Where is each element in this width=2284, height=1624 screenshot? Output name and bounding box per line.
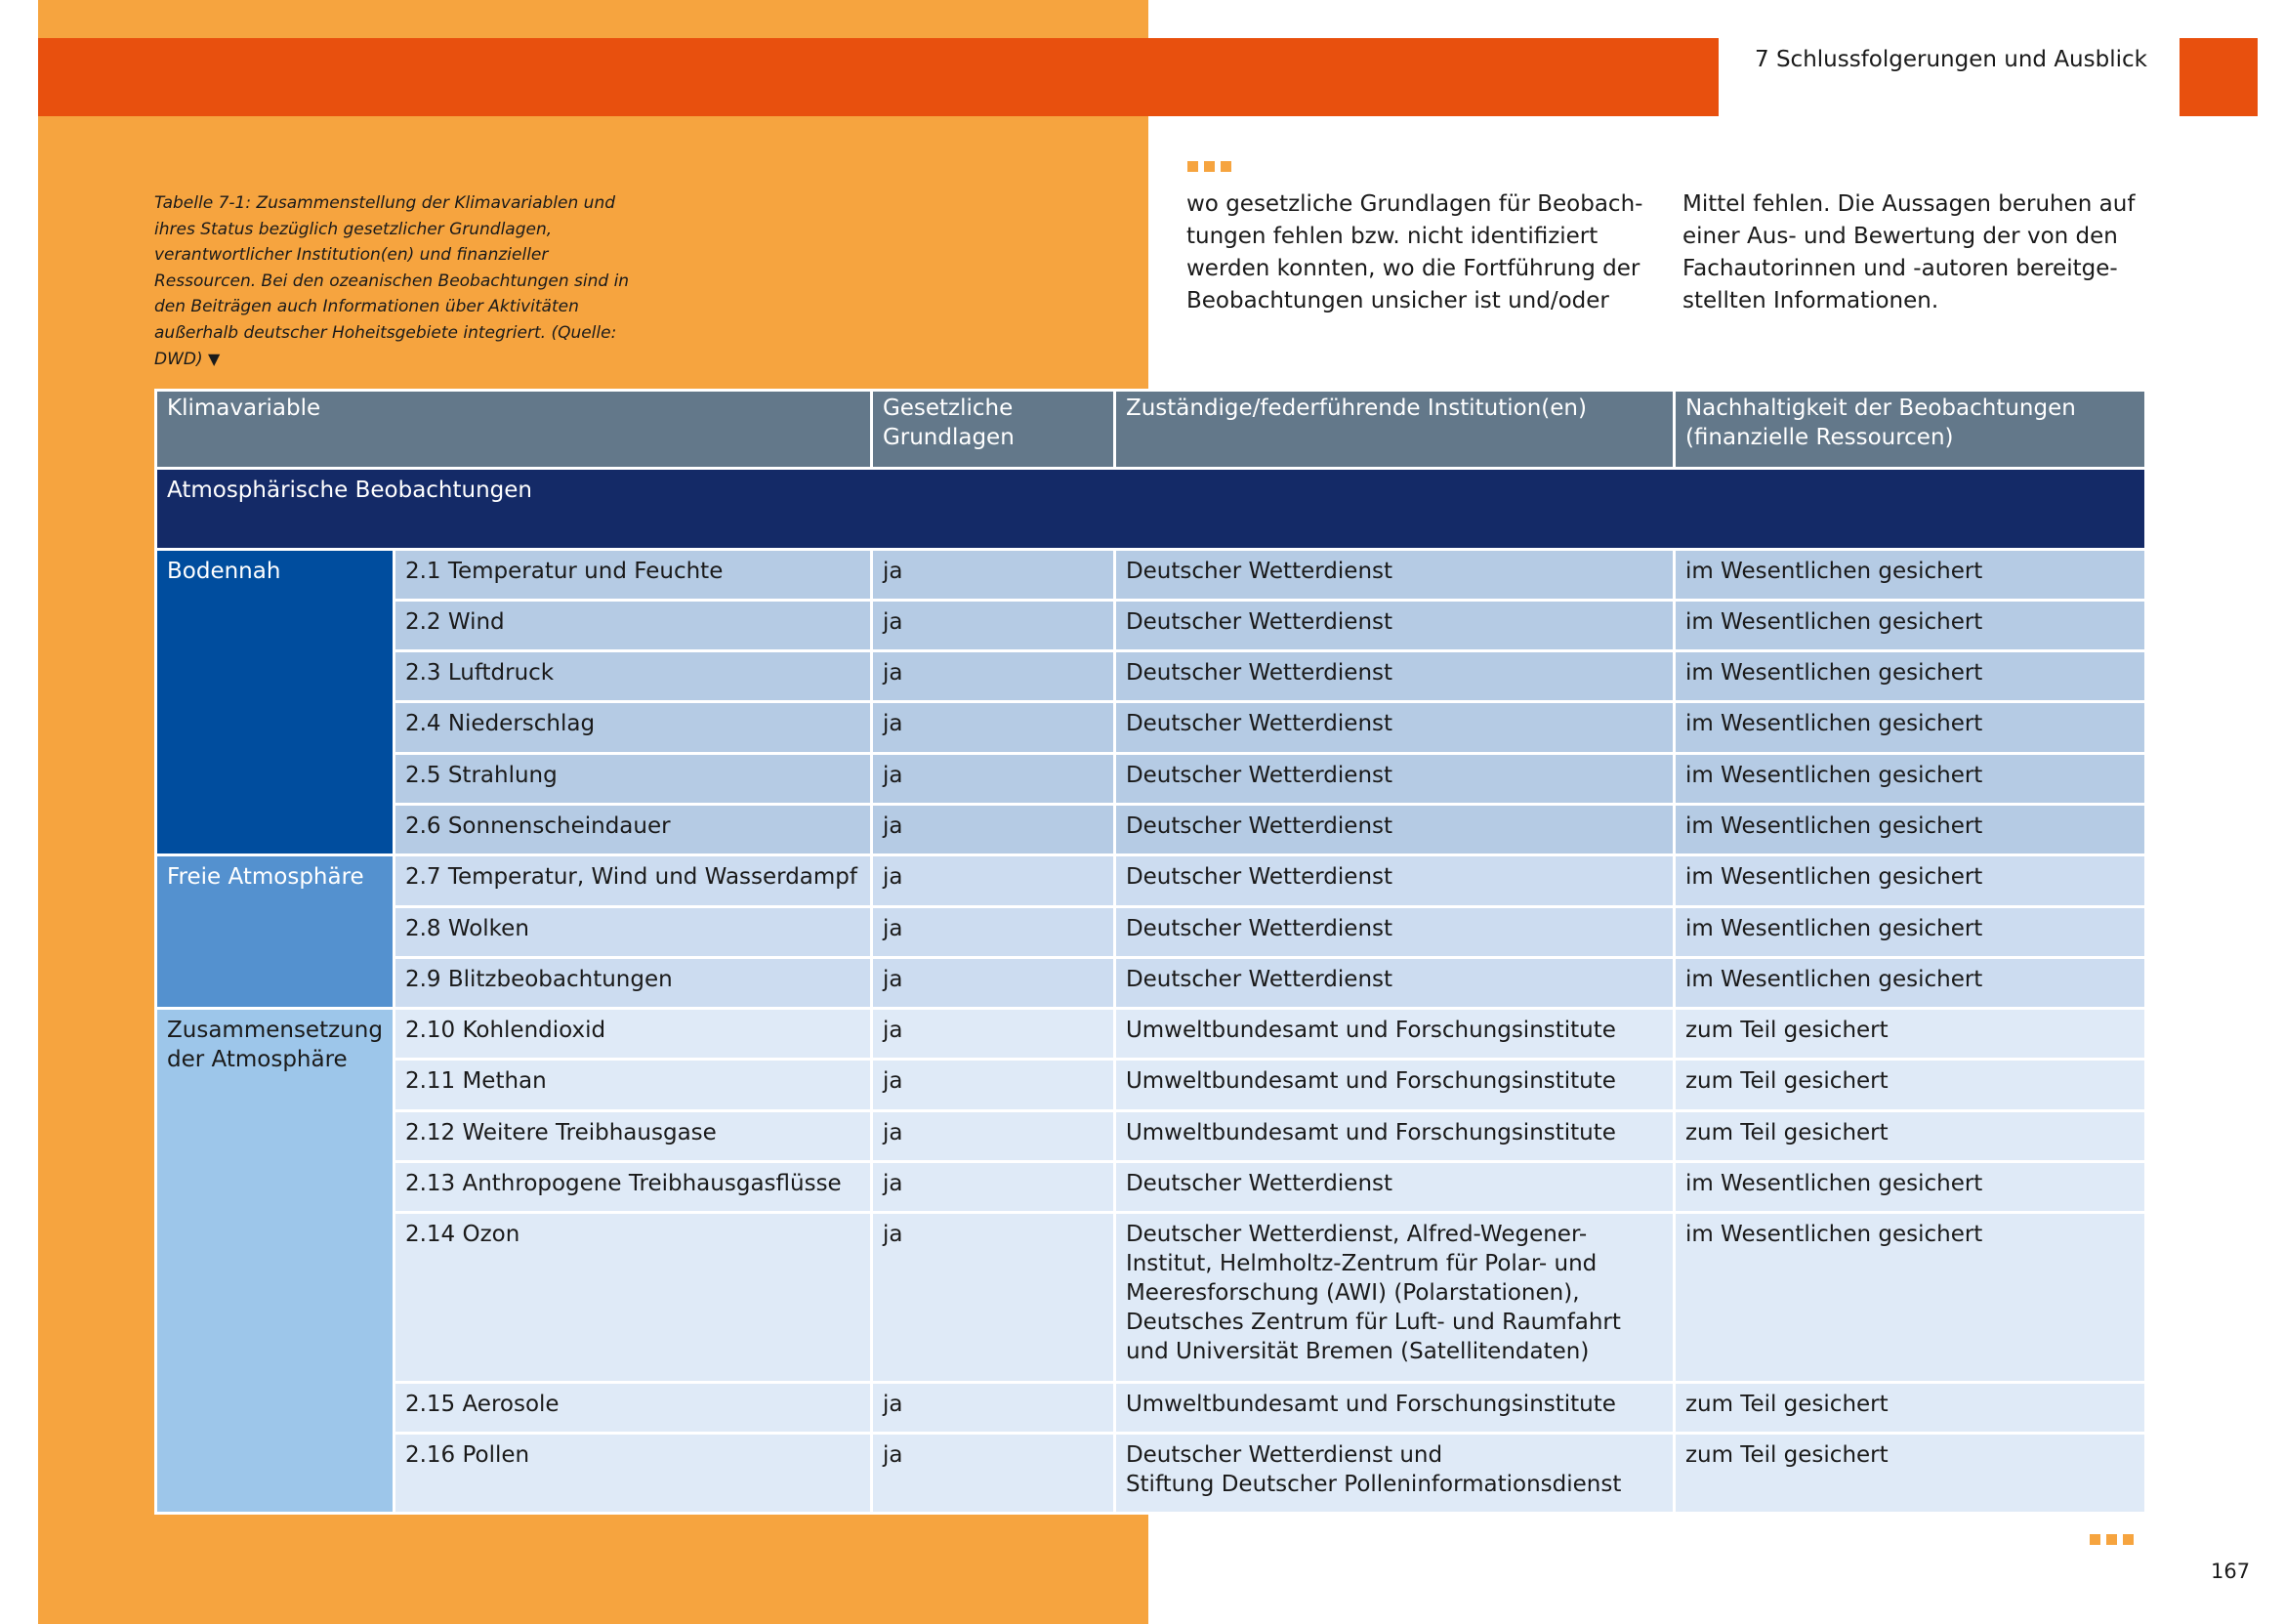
cell-variable: 2.10 Kohlendioxid [394, 1009, 871, 1060]
cell-status: im Wesentlichen gesichert [1674, 601, 2145, 651]
cell-legal: ja [871, 1009, 1114, 1060]
body-line: stellten Informationen. [1682, 288, 1939, 313]
cell-legal: ja [871, 805, 1114, 855]
cell-status: im Wesentlichen gesichert [1674, 702, 2145, 754]
cell-status: zum Teil gesichert [1674, 1434, 2145, 1514]
cell-legal: ja [871, 702, 1114, 754]
cell-variable: 2.15 Aerosole [394, 1383, 871, 1434]
cell-legal: ja [871, 1434, 1114, 1514]
table-body [156, 469, 2146, 1514]
cell-legal: ja [871, 754, 1114, 805]
cell-institution: Deutscher Wetterdienst [1114, 550, 1674, 601]
header-sustainability: Nachhaltigkeit der Beobachtungen (finanzielle Ressourcen) [1674, 391, 2145, 469]
cell-institution: Deutscher Wetterdienst [1114, 651, 1674, 702]
page-number: 167 [2211, 1560, 2251, 1583]
continuation-dots-icon [1187, 161, 1231, 172]
table-row [156, 1162, 2146, 1213]
cell-status: im Wesentlichen gesichert [1674, 651, 2145, 702]
cell-variable: 2.6 Sonnenscheindauer [394, 805, 871, 855]
cell-variable: 2.12 Weitere Treibhausgase [394, 1111, 871, 1162]
cell-legal: ja [871, 958, 1114, 1009]
climate-variables-table [154, 389, 2147, 1515]
header-institution: Zuständige/federführende Institution(en) [1114, 391, 1674, 469]
cell-status: zum Teil gesichert [1674, 1383, 2145, 1434]
cell-institution: Deutscher Wetterdienst, Alfred-Wegener- Institut, Helmholtz-Zentrum für Polar- und Meeresforschung (AWI) (Polarstationen), Deutsches Zentrum für Luft- und Raumfahrt und Universität Bremen (Satellitendaten) [1114, 1213, 1674, 1383]
cell-variable: 2.8 Wolken [394, 907, 871, 958]
cell-institution: Deutscher Wetterdienst [1114, 601, 1674, 651]
cell-variable: 2.1 Temperatur und Feuchte [394, 550, 871, 601]
cell-variable: 2.9 Blitzbeobachtungen [394, 958, 871, 1009]
cell-legal: ja [871, 1111, 1114, 1162]
cell-institution: Deutscher Wetterdienst [1114, 958, 1674, 1009]
header-variable: Klimavariable [156, 391, 872, 469]
cell-variable: 2.2 Wind [394, 601, 871, 651]
table-caption-text: Tabelle 7-1: Zusammenstellung der Klimavariablen und ihres Status bezüglich gesetzlicher Grundlagen, verantwortlicher Institution(en) und finanzieller Ressourcen. Bei den ozeanischen Beobachtungen sind in den Beiträgen auch Informationen über Aktivitäten außerhalb deutscher Hoheitsgebiete integriert. (Quelle: DWD) [154, 193, 630, 369]
cell-variable: 2.4 Niederschlag [394, 702, 871, 754]
table-caption [154, 190, 643, 372]
body-line: tungen fehlen bzw. nicht identifiziert [1186, 224, 1599, 249]
cell-legal: ja [871, 1383, 1114, 1434]
body-line: wo gesetzliche Grundlagen für Beobach- [1186, 191, 1643, 217]
group-label-zus: Zusammensetzung der Atmosphäre [156, 1009, 395, 1514]
table-row [156, 1009, 2146, 1060]
cell-variable: 2.14 Ozon [394, 1213, 871, 1383]
cell-legal: ja [871, 651, 1114, 702]
cell-status: zum Teil gesichert [1674, 1060, 2145, 1111]
cell-variable: 2.13 Anthropogene Treibhausgasflüsse [394, 1162, 871, 1213]
table-row [156, 651, 2146, 702]
cell-institution: Umweltbundesamt und Forschungsinstitute [1114, 1009, 1674, 1060]
table-row [156, 1060, 2146, 1111]
cell-institution: Deutscher Wetterdienst [1114, 702, 1674, 754]
table-row [156, 1213, 2146, 1383]
cell-institution: Deutscher Wetterdienst [1114, 855, 1674, 907]
cell-status: im Wesentlichen gesichert [1674, 855, 2145, 907]
cell-institution: Deutscher Wetterdienst [1114, 805, 1674, 855]
cell-variable: 2.16 Pollen [394, 1434, 871, 1514]
table-row [156, 1434, 2146, 1514]
cell-legal: ja [871, 1060, 1114, 1111]
continuation-dots-icon [2090, 1534, 2134, 1545]
cell-legal: ja [871, 907, 1114, 958]
cell-institution: Deutscher Wetterdienst [1114, 1162, 1674, 1213]
group-label-bodennah: Bodennah [156, 550, 395, 855]
body-line: einer Aus- und Bewertung der von den [1682, 224, 2118, 249]
table-row [156, 907, 2146, 958]
cell-status: im Wesentlichen gesichert [1674, 958, 2145, 1009]
body-text-column-2 [1682, 188, 2151, 317]
table-row [156, 550, 2146, 601]
cell-institution: Deutscher Wetterdienst [1114, 907, 1674, 958]
cell-institution: Deutscher Wetterdienst [1114, 754, 1674, 805]
down-arrow-icon: ▼ [208, 349, 221, 368]
table-row [156, 1111, 2146, 1162]
cell-legal: ja [871, 1213, 1114, 1383]
cell-institution: Umweltbundesamt und Forschungsinstitute [1114, 1111, 1674, 1162]
cell-status: im Wesentlichen gesichert [1674, 754, 2145, 805]
group-label-frei: Freie Atmosphäre [156, 855, 395, 1009]
header-legal: Gesetzliche Grundlagen [871, 391, 1114, 469]
cell-status: im Wesentlichen gesichert [1674, 1162, 2145, 1213]
body-text-column-1 [1186, 188, 1645, 317]
header-corner-square [2180, 38, 2258, 116]
body-line: Beobachtungen unsicher ist und/oder [1186, 288, 1609, 313]
cell-institution: Umweltbundesamt und Forschungsinstitute [1114, 1060, 1674, 1111]
table-row [156, 601, 2146, 651]
body-line: Fachautorinnen und -autoren bereitge- [1682, 256, 2118, 281]
table-row [156, 754, 2146, 805]
table-row [156, 702, 2146, 754]
cell-institution: Deutscher Wetterdienst und Stiftung Deutscher Polleninformationsdienst [1114, 1434, 1674, 1514]
cell-variable: 2.5 Strahlung [394, 754, 871, 805]
body-line: werden konnten, wo die Fortführung der [1186, 256, 1640, 281]
cell-status: im Wesentlichen gesichert [1674, 1213, 2145, 1383]
cell-variable: 2.3 Luftdruck [394, 651, 871, 702]
cell-legal: ja [871, 855, 1114, 907]
cell-legal: ja [871, 601, 1114, 651]
header-bar [38, 38, 1719, 116]
cell-legal: ja [871, 1162, 1114, 1213]
cell-status: zum Teil gesichert [1674, 1111, 2145, 1162]
cell-legal: ja [871, 550, 1114, 601]
section-title: Atmosphärische Beobachtungen [156, 469, 2146, 550]
table-row [156, 855, 2146, 907]
cell-variable: 2.11 Methan [394, 1060, 871, 1111]
cell-status: im Wesentlichen gesichert [1674, 550, 2145, 601]
table-row [156, 958, 2146, 1009]
chapter-title: 7 Schlussfolgerungen und Ausblick [1755, 47, 2147, 72]
cell-institution: Umweltbundesamt und Forschungsinstitute [1114, 1383, 1674, 1434]
cell-status: im Wesentlichen gesichert [1674, 805, 2145, 855]
table-row [156, 805, 2146, 855]
body-line: Mittel fehlen. Die Aussagen beruhen auf [1682, 191, 2136, 217]
table-row [156, 1383, 2146, 1434]
cell-variable: 2.7 Temperatur, Wind und Wasserdampf [394, 855, 871, 907]
cell-status: zum Teil gesichert [1674, 1009, 2145, 1060]
cell-status: im Wesentlichen gesichert [1674, 907, 2145, 958]
section-row [156, 469, 2146, 550]
